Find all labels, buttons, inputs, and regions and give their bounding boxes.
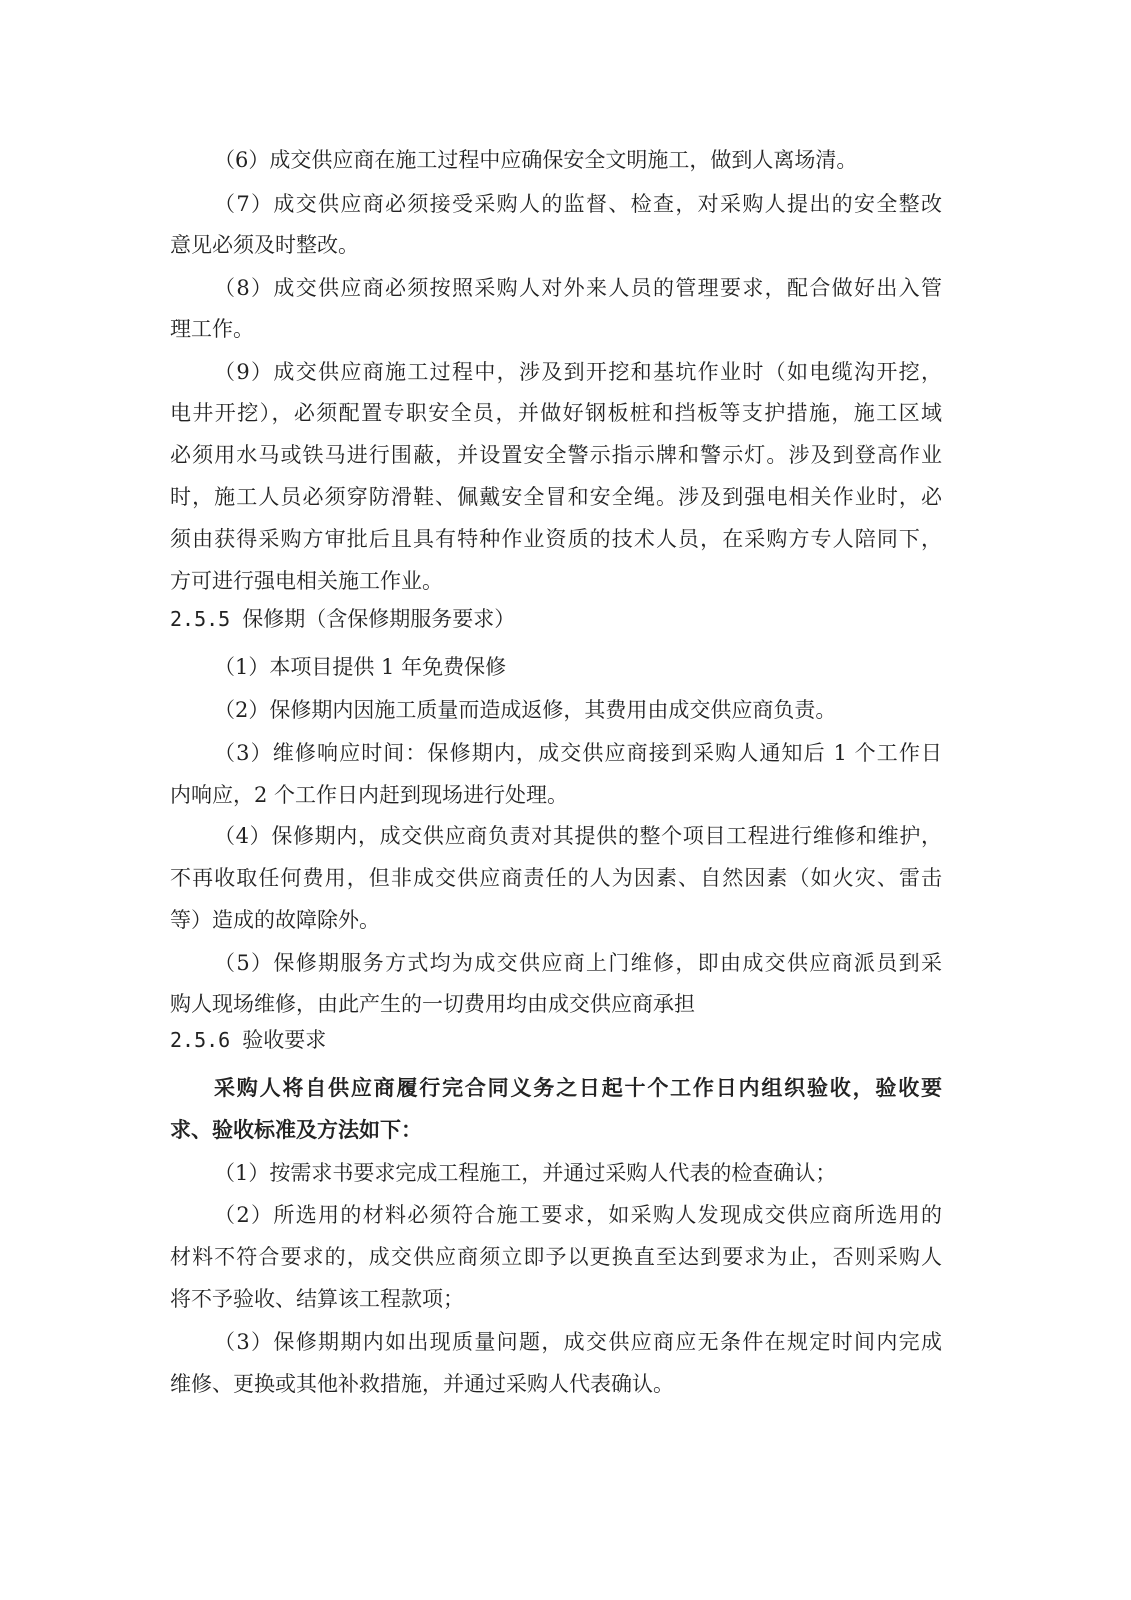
item-7-line-1: （7）成交供应商必须接受采购人的监督、检查，对采购人提出的安全整改 [214, 192, 942, 216]
item-9-line-6: 方可进行强电相关施工作业。 [170, 569, 443, 593]
warranty-item-4-line-2: 不再收取任何费用，但非成交供应商责任的人为因素、自然因素（如火灾、雷击 [170, 866, 942, 890]
section-heading-256 [170, 1026, 942, 1054]
document-page [170, 0, 942, 1600]
warranty-item-3-line-1: （3）维修响应时间：保修期内，成交供应商接到采购人通知后 1 个工作日 [214, 741, 942, 765]
warranty-item-4-line-3: 等）造成的故障除外。 [170, 908, 380, 932]
item-9-line-3: 必须用水马或铁马进行围蔽，并设置安全警示指示牌和警示灯。涉及到登高作业 [170, 443, 942, 467]
warranty-item-4-line-1: （4）保修期内，成交供应商负责对其提供的整个项目工程进行维修和维护， [214, 824, 942, 848]
acceptance-item-3-line-2: 维修、更换或其他补救措施，并通过采购人代表确认。 [170, 1372, 674, 1396]
item-8-line-2: 理工作。 [170, 317, 254, 341]
acceptance-item-3-line-1: （3）保修期期内如出现质量问题，成交供应商应无条件在规定时间内完成 [214, 1330, 942, 1354]
item-8-line-1: （8）成交供应商必须按照采购人对外来人员的管理要求，配合做好出入管 [214, 276, 942, 300]
acceptance-item-1: （1）按需求书要求完成工程施工，并通过采购人代表的检查确认； [214, 1161, 837, 1185]
item-9-line-2: 电井开挖），必须配置专职安全员，并做好钢板桩和挡板等支护措施，施工区域 [170, 401, 942, 425]
warranty-item-5-line-1: （5）保修期服务方式均为成交供应商上门维修，即由成交供应商派员到采 [214, 951, 942, 975]
section-number: 2.5.6 [170, 1028, 231, 1052]
section-heading-255 [170, 605, 942, 633]
acceptance-item-2-line-1: （2）所选用的材料必须符合施工要求，如采购人发现成交供应商所选用的 [214, 1203, 942, 1227]
item-9-line-4: 时，施工人员必须穿防滑鞋、佩戴安全冒和安全绳。涉及到强电相关作业时，必 [170, 485, 942, 509]
warranty-item-2: （2）保修期内因施工质量而造成返修，其费用由成交供应商负责。 [214, 698, 837, 722]
acceptance-intro-line-2: 求、验收标准及方法如下： [170, 1117, 422, 1142]
warranty-item-1: （1）本项目提供 1 年免费保修 [214, 655, 507, 679]
acceptance-intro-line-1: 采购人将自供应商履行完合同义务之日起十个工作日内组织验收，验收要 [214, 1075, 942, 1100]
item-7-line-2: 意见必须及时整改。 [170, 233, 359, 257]
item-9-line-1: （9）成交供应商施工过程中，涉及到开挖和基坑作业时（如电缆沟开挖， [214, 360, 942, 384]
acceptance-item-2-line-3: 将不予验收、结算该工程款项； [170, 1287, 464, 1311]
warranty-item-3-line-2: 内响应，2 个工作日内赶到现场进行处理。 [170, 783, 569, 807]
acceptance-item-2-line-2: 材料不符合要求的，成交供应商须立即予以更换直至达到要求为止，否则采购人 [170, 1245, 942, 1269]
section-title: 保修期（含保修期服务要求） [242, 607, 516, 631]
item-9-line-5: 须由获得采购方审批后且具有特种作业资质的技术人员，在采购方专人陪同下， [170, 527, 942, 551]
section-number: 2.5.5 [170, 607, 231, 631]
warranty-item-5-line-2: 购人现场维修，由此产生的一切费用均由成交供应商承担 [170, 992, 695, 1016]
section-title: 验收要求 [242, 1028, 327, 1052]
item-6-line-1: （6）成交供应商在施工过程中应确保安全文明施工，做到人离场清。 [214, 148, 858, 172]
